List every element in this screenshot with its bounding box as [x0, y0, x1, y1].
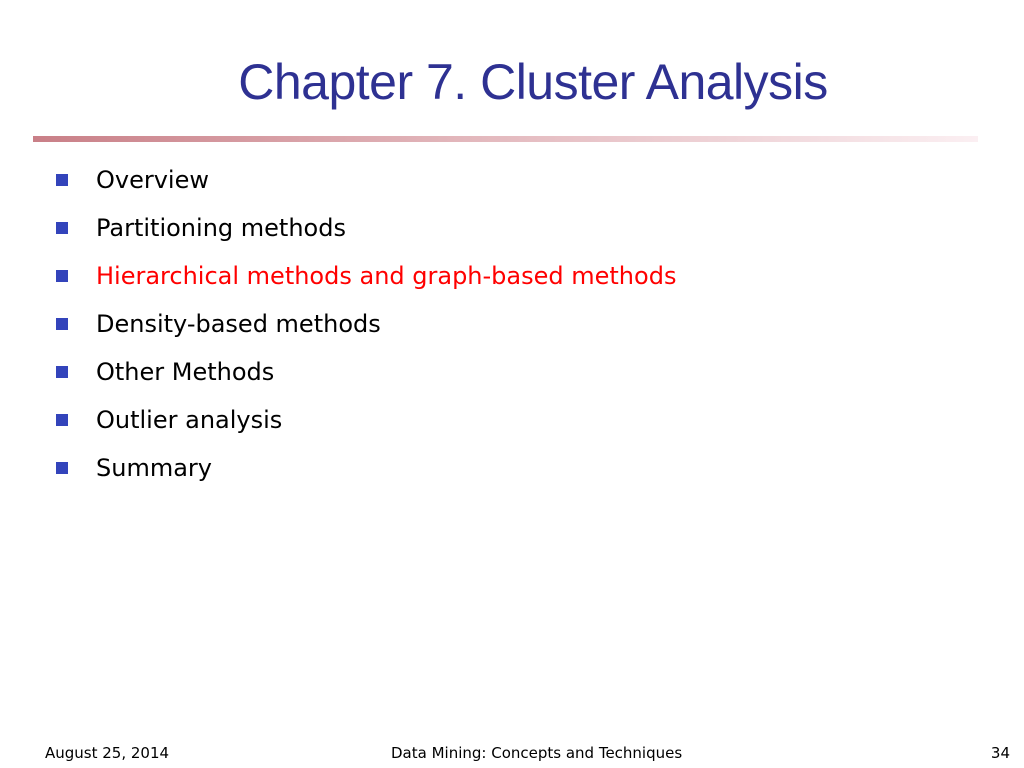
bullet-label: Overview [96, 166, 209, 194]
square-bullet-icon [56, 462, 68, 474]
footer-course-title: Data Mining: Concepts and Techniques [391, 744, 683, 762]
footer-date: August 25, 2014 [45, 744, 170, 762]
title-divider [33, 136, 978, 142]
bullet-label-highlighted: Hierarchical methods and graph-based methods [96, 262, 677, 290]
square-bullet-icon [56, 222, 68, 234]
bullet-label: Partitioning methods [96, 214, 346, 242]
square-bullet-icon [56, 366, 68, 378]
bullet-label: Summary [96, 454, 212, 482]
bullet-label: Density-based methods [96, 310, 381, 338]
slide-title: Chapter 7. Cluster Analysis [238, 54, 828, 110]
bullet-label: Other Methods [96, 358, 275, 386]
square-bullet-icon [56, 318, 68, 330]
square-bullet-icon [56, 414, 68, 426]
footer-page-number: 34 [990, 744, 1010, 762]
square-bullet-icon [56, 174, 68, 186]
bullet-label: Outlier analysis [96, 406, 283, 434]
square-bullet-icon [56, 270, 68, 282]
